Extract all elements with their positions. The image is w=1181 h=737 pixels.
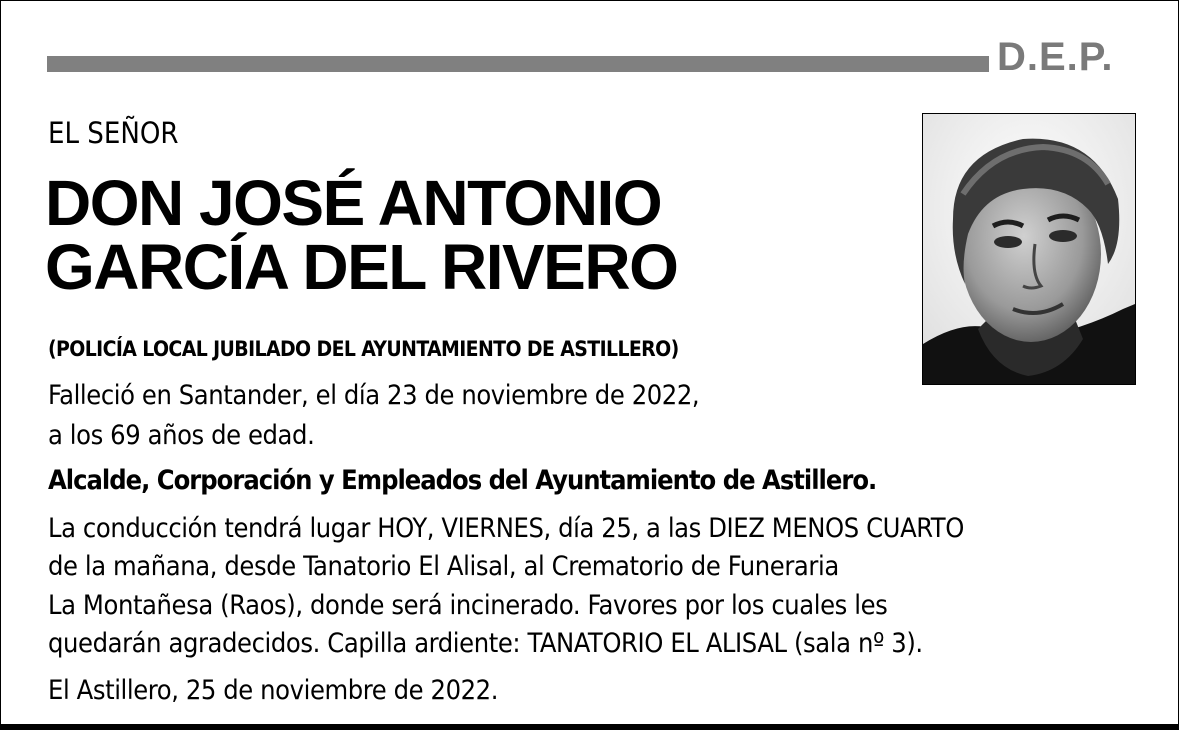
- name-line: DON JOSÉ ANTONIO: [45, 167, 662, 239]
- death-info-line: Falleció en Santander, el día 23 de noviembre de 2022,: [48, 380, 700, 411]
- occupation-note: (POLICÍA LOCAL JUBILADO DEL AYUNTAMIENTO DE ASTILLERO): [48, 337, 679, 361]
- ceremony-line: La Montañesa (Raos), donde será incinerado. Favores por los cuales les: [48, 590, 888, 621]
- place-date-line: El Astillero, 25 de noviembre de 2022.: [48, 675, 499, 706]
- name-line: GARCÍA DEL RIVERO: [45, 231, 678, 303]
- death-info-line: a los 69 años de edad.: [48, 420, 315, 451]
- ceremony-line: de la mañana, desde Tanatorio El Alisal, al Crematorio de Funeraria: [48, 551, 839, 582]
- mourners-line: Alcalde, Corporación y Empleados del Ayuntamiento de Astillero.: [48, 465, 877, 496]
- deceased-name: [45, 167, 678, 303]
- dep-mark: D.E.P.: [997, 35, 1114, 79]
- ceremony-line: La conducción tendrá lugar HOY, VIERNES, día 25, a las DIEZ MENOS CUARTO: [48, 513, 964, 544]
- ceremony-line: quedarán agradecidos. Capilla ardiente: TANATORIO EL ALISAL (sala nº 3).: [48, 628, 923, 659]
- honorific: EL SEÑOR: [48, 116, 179, 150]
- portrait-image: [923, 114, 1135, 384]
- portrait-photo: [922, 113, 1136, 385]
- header-rule: [47, 56, 989, 72]
